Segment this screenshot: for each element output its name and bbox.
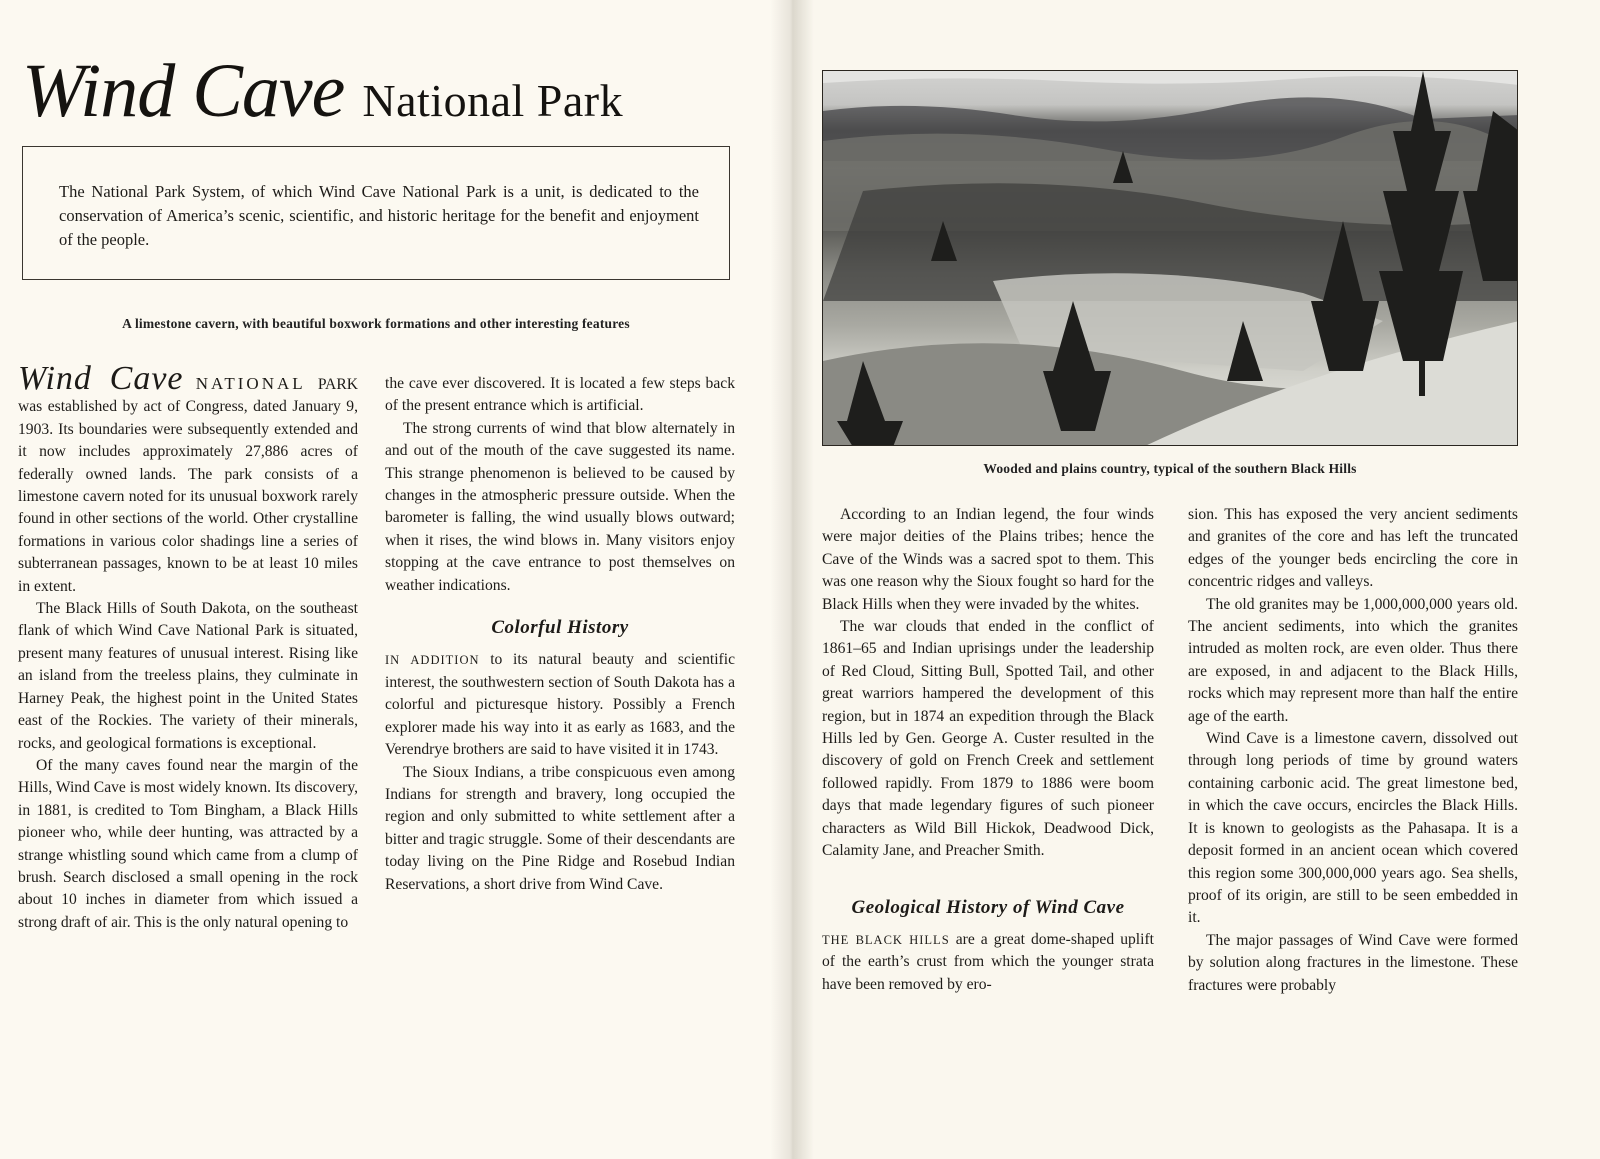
photo-caption: Wooded and plains country, typical of the southern Black Hills [983,461,1357,476]
paragraph [18,362,358,598]
landscape-photo [822,70,1518,446]
section-heading-colorful-history: Colorful History [491,617,629,639]
paragraph-text: to its natural beauty and scientific interest, the southwestern section of South Dakota has a colorful and picturesque history. Possibly a French explorer made his way into it as early as 1683, and the Verendrye brothers are said to have visited it in 1743. [385,651,735,759]
title-script: Wind Cave [22,49,345,133]
column-1 [18,362,358,934]
intro-script: Wind Cave [18,360,184,397]
page-gutter [770,0,814,1159]
paragraph-text: PARK was established by act of Congress, dated January 9, 1903. Its boundaries were subsequently extended and it now includes approximately 27,886 acres of federally owned lands. The park consists of a limestone cavern noted for its unusual boxwork rarely found in other sections of the world. Other crystalline formations in various color shadings line a series of subterranean passages, known to be at least 10 miles in extent. [18,376,358,595]
title-rest: National Park [362,75,624,126]
small-caps-lead: THE BLACK HILLS [822,932,950,947]
intro-caps: NATIONAL [195,374,306,393]
paragraph [822,929,1154,996]
paragraph: sion. This has exposed the very ancient sediments and granites of the core and has left the truncated edges of the younger beds encircling the core in concentric ridges and valleys. [1188,506,1518,591]
paragraph: The major passages of Wind Cave were formed by solution along fractures in the limestone. These fractures were probably [1188,931,1518,994]
dedication-text: The National Park System, of which Wind Cave National Park is a unit, is dedicated to the conservation of America’s scenic, scientific, and historic heritage for the benefit and enjoyment of the people. [59,182,699,249]
paragraph: According to an Indian legend, the four winds were major deities of the Plains tribes; hence the Cave of the Winds was a sacred spot to them. This was one reason why the Sioux fought so hard for the Black Hills when they were invaded by the whites. [822,506,1154,613]
column-4 [1188,504,1518,997]
paragraph: Of the many caves found near the margin of the Hills, Wind Cave is most widely known. Its discovery, in 1881, is credited to Tom Bingham, a Black Hills pioneer who, while deer hunting, was attracted by a strange whistling sound which came from a clump of brush. Search disclosed a small opening in the rock about 10 inches in diameter from which issued a strong draft of air. This is the only natural opening to [18,756,358,931]
paragraph: Wind Cave is a limestone cavern, dissolved out through long periods of time by ground waters containing carbonic acid. The great limestone bed, in which the cave occurs, encircles the Black Hills. It is known to geologists as the Pahasapa. It is a deposit formed in an ancient ocean which covered this region some 300,000,000 years ago. Sea shells, proof of its origin, are still to be seen embedded in it. [1188,730,1518,927]
paragraph: The Sioux Indians, a tribe conspicuous even among Indians for strength and bravery, long occupied the region and only submitted to white settlement after a bitter and tragic struggle. Some of their descendants are today living on the Pine Ridge and Rosebud Indian Reservations, a short drive from Wind Cave. [385,763,735,893]
small-caps-lead: IN ADDITION [385,653,480,668]
paragraph: The war clouds that ended in the conflict of 1861–65 and Indian uprisings under the leadership of Red Cloud, Sitting Bull, Spotted Tail, and other great warriors hampered the development of this region, but in 1874 an expedition through the Black Hills led by Gen. George A. Custer resulted in the discovery of gold on French Creek and settlement followed rapidly. From 1879 to 1886 were boom days that made legendary figures of such pioneer characters as Wild Bill Hickok, Deadwood Dick, Calamity Jane, and Preacher Smith. [822,618,1154,860]
paragraph: The old granites may be 1,000,000,000 years old. The ancient sediments, into which the granites intruded as molten rock, are even older. Thus there are exposed, in and adjacent to the Black Hills, rocks which may represent more than half the entire age of the earth. [1188,595,1518,725]
landscape-illustration [823,71,1518,446]
subtitle: A limestone cavern, with beautiful boxwork formations and other interesting features [122,316,630,331]
paragraph: the cave ever discovered. It is located a few steps back of the present entrance which is artificial. [385,375,735,415]
page-title [22,48,623,135]
column-3 [822,504,1154,996]
section-heading-geological-history: Geological History of Wind Cave [851,896,1125,918]
paragraph: The strong currents of wind that blow alternately in and out of the mouth of the cave suggested its name. This strange phenomenon is believed to be caused by changes in the atmospheric pressure outside. When the barometer is falling, the wind usually blows outward; when it rises, the wind blows in. Many visitors enjoy stopping at the cave entrance to post themselves on weather indications. [385,419,735,594]
left-page [0,0,792,1159]
paragraph-text: are a great dome-shaped uplift of the earth’s crust from which the younger strata have been removed by ero- [822,930,1154,993]
paragraph: The Black Hills of South Dakota, on the southeast flank of which Wind Cave National Park is situated, present many features of unusual interest. Rising like an island from the treeless plains, they culminate in Harney Peak, the highest point in the United States east of the Rockies. The variety of their minerals, rocks, and geological formations is exceptional. [18,600,358,752]
paragraph [385,649,735,761]
column-2 [385,373,735,896]
dedication-box [22,146,730,280]
